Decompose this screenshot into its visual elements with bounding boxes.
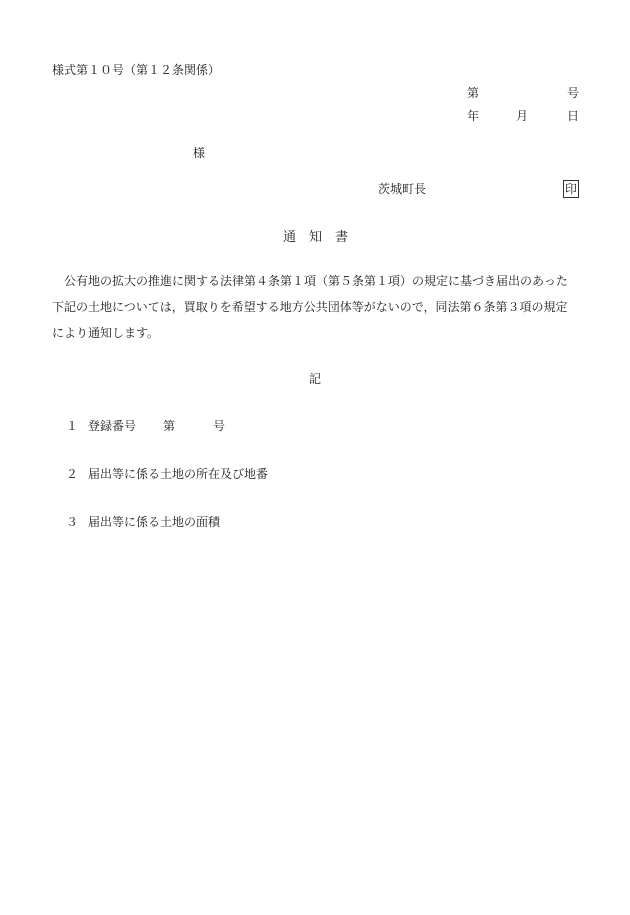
body-paragraph: [52, 268, 582, 346]
date-month: 月: [516, 109, 529, 123]
date-day: 日: [567, 109, 580, 123]
seal-text: 印: [565, 182, 578, 196]
doc-number-suffix: 号: [567, 86, 580, 100]
body-line-1: 公有地の拡大の推進に関する法律第４条第１項（第５条第１項）の規定に基づき届出のあった: [64, 274, 568, 288]
item-2-number: ２: [66, 467, 79, 481]
item-1-label: 登録番号: [88, 419, 137, 433]
body-line-3: により通知します。: [52, 326, 160, 340]
document-title: 通 知 書: [283, 230, 349, 245]
doc-number-prefix: 第: [467, 86, 480, 100]
seal-mark: [563, 180, 579, 198]
ki-heading: 記: [309, 372, 322, 386]
item-2-label: 届出等に係る土地の所在及び地番: [88, 467, 269, 481]
item-1-prefix: 第: [163, 419, 176, 433]
date-year: 年: [467, 109, 480, 123]
issuer-name: 茨城町長: [378, 182, 427, 196]
body-line-2: 下記の土地については，買取りを希望する地方公共団体等がないので，同法第６条第３項の規定: [52, 300, 568, 314]
addressee-suffix: 様: [193, 146, 206, 160]
item-3-label: 届出等に係る土地の面積: [88, 515, 221, 529]
item-1-suffix: 号: [213, 419, 226, 433]
item-1-number: １: [66, 419, 79, 433]
item-3-number: ３: [66, 515, 79, 529]
form-label: 様式第１０号（第１２条関係）: [52, 63, 221, 77]
